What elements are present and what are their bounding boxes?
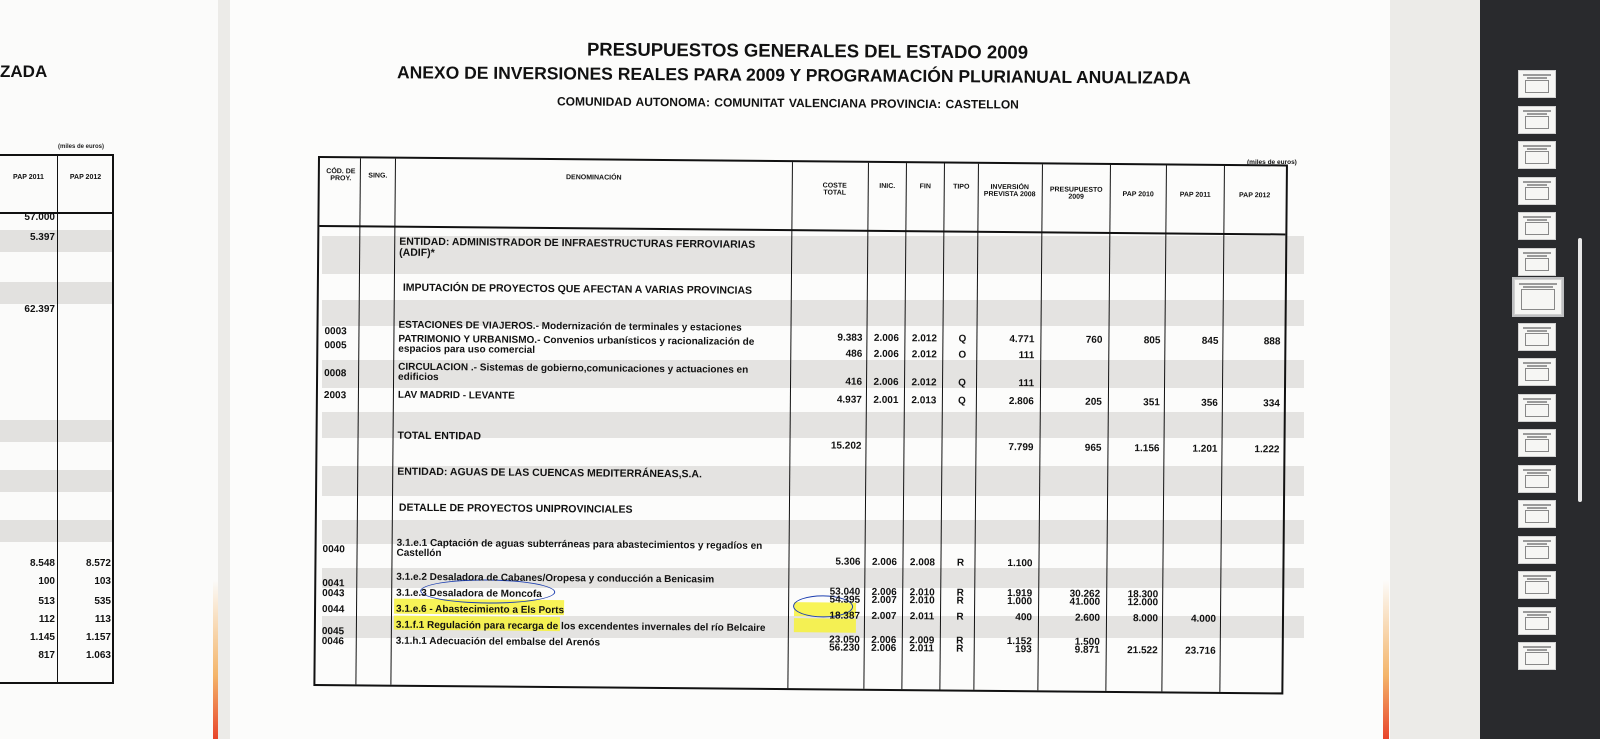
cell-coste: 9.383 bbox=[837, 332, 863, 344]
cell-fin: 2.011 bbox=[909, 643, 935, 655]
cell-inv: 111 bbox=[1018, 378, 1035, 390]
table-cell: 100 bbox=[38, 576, 55, 587]
header-fin: FIN bbox=[919, 183, 931, 191]
page-thumbnail[interactable] bbox=[1514, 279, 1562, 315]
cell-cod-proy: 0043 bbox=[322, 588, 345, 600]
cell-inic: 2.006 bbox=[871, 556, 898, 569]
column-divider bbox=[355, 158, 361, 684]
header-coste-total: COSTE TOTAL bbox=[822, 182, 847, 197]
cell-cod-proy: 2003 bbox=[323, 390, 347, 402]
cell-coste: 486 bbox=[845, 348, 863, 360]
cell-inv: 193 bbox=[1014, 644, 1032, 656]
cell-inic: 2.006 bbox=[871, 642, 897, 655]
page-thumbnail[interactable] bbox=[1518, 465, 1556, 493]
page-thumbnail[interactable] bbox=[1518, 358, 1556, 386]
sidebar-scrollbar[interactable] bbox=[1578, 238, 1582, 502]
cell-inic: 2.006 bbox=[873, 348, 899, 361]
page-thumbnail[interactable] bbox=[1518, 248, 1556, 276]
cell-coste: 54.395 bbox=[829, 594, 861, 606]
table-cell: 817 bbox=[38, 650, 55, 661]
table-cell: 103 bbox=[94, 576, 111, 587]
previous-page-table bbox=[0, 154, 114, 684]
page-thumbnail[interactable] bbox=[1518, 429, 1556, 457]
cell-denominacion: 3.1.h.1 Adecuación del embalse del Arenós bbox=[395, 635, 601, 649]
cell-inic: 2.006 bbox=[873, 332, 899, 345]
table-cell: 535 bbox=[94, 596, 111, 607]
cell-pres: 205 bbox=[1085, 396, 1102, 408]
cell-pres bbox=[1041, 558, 1101, 559]
cell-denominacion: LAV MADRID - LEVANTE bbox=[397, 389, 515, 402]
cell-pres bbox=[1042, 378, 1102, 379]
page-thumbnail[interactable] bbox=[1518, 106, 1556, 134]
cell-pres: 9.871 bbox=[1074, 644, 1100, 656]
page-thumbnail[interactable] bbox=[1518, 500, 1556, 528]
cell-inic: 2.007 bbox=[871, 594, 897, 607]
page-thumbnail[interactable] bbox=[1518, 642, 1556, 670]
header-divider bbox=[319, 225, 1285, 235]
header-denominacion: DENOMINACIÓN bbox=[565, 174, 622, 182]
table-cell: 113 bbox=[94, 614, 111, 625]
cell-fin: 2.010 bbox=[909, 595, 935, 607]
cell-cod-proy: 0041 bbox=[322, 578, 345, 590]
cell-inv: 400 bbox=[1015, 612, 1033, 624]
cell-tipo: R bbox=[956, 595, 964, 607]
cell-denominacion: 3.1.e.2 Desaladora de Cabanes/Oropesa y conducción a Benicasim bbox=[396, 571, 715, 586]
cell-denominacion: ESTACIONES DE VIAJEROS.- Modernización de terminales y estaciones bbox=[398, 319, 742, 334]
table-header bbox=[0, 156, 112, 214]
table-cell: 1.157 bbox=[85, 632, 111, 643]
cell-pres: 760 bbox=[1085, 334, 1103, 346]
cell-inic: 2.006 bbox=[871, 634, 897, 647]
page-thumbnail[interactable] bbox=[1518, 177, 1556, 205]
cell-p10: 351 bbox=[1143, 397, 1160, 409]
cell-p12: 334 bbox=[1263, 398, 1280, 410]
cell-fin: 2.012 bbox=[911, 377, 937, 389]
cell-tipo: Q bbox=[957, 395, 966, 407]
cell-tipo: Q bbox=[958, 377, 966, 389]
previous-page bbox=[0, 0, 218, 739]
cell-fin: 2.011 bbox=[909, 611, 935, 623]
section-entidad-aguas: ENTIDAD: AGUAS DE LAS CUENCAS MEDITERRÁNEAS,S.A. bbox=[397, 465, 703, 481]
cell-inic: 2.006 bbox=[873, 376, 899, 389]
cell-coste: 23.050 bbox=[829, 634, 860, 646]
cell-cod-proy: 0008 bbox=[324, 368, 347, 380]
table-cell: 513 bbox=[38, 596, 55, 607]
cell-inv: 1.919 bbox=[1007, 588, 1033, 600]
page-thumbnail[interactable] bbox=[1518, 571, 1556, 599]
cell-denominacion: CIRCULACION .- Sistemas de gobierno,comunicaciones y actuaciones en edificios bbox=[398, 361, 749, 384]
header-pap-2011: PAP 2011 bbox=[1179, 191, 1211, 199]
cell-p10: 8.000 bbox=[1132, 613, 1159, 625]
cell-inic: 2.007 bbox=[871, 610, 897, 623]
header-pap-2010: PAP 2010 bbox=[1122, 191, 1154, 199]
section-entidad-adif: ENTIDAD: ADMINISTRADOR DE INFRAESTRUCTURAS FERROVIARIAS (ADIF)* bbox=[399, 235, 756, 260]
cell-inic: 2.001 bbox=[873, 394, 899, 407]
page-edge-gradient bbox=[1383, 580, 1389, 739]
page-thumbnail-sidebar[interactable] bbox=[1480, 0, 1600, 739]
cell-coste: 416 bbox=[845, 376, 863, 388]
previous-page-units: (miles de euros) bbox=[58, 144, 105, 150]
page-thumbnail[interactable] bbox=[1518, 536, 1556, 564]
page-thumbnail[interactable] bbox=[1518, 607, 1556, 635]
cell-coste: 5.306 bbox=[835, 556, 861, 568]
cell-cod-proy: 0044 bbox=[321, 604, 345, 616]
cell-p10: 12.000 bbox=[1127, 597, 1159, 609]
cell-pres: 1.500 bbox=[1074, 636, 1100, 648]
cell-p10: 1.156 bbox=[1134, 443, 1160, 455]
cell-tipo: R bbox=[956, 643, 964, 655]
table-cell: 8.548 bbox=[29, 558, 55, 569]
section-total-entidad: TOTAL ENTIDAD bbox=[397, 429, 482, 443]
cell-cod-proy: 0045 bbox=[321, 626, 345, 638]
cell-tipo: R bbox=[956, 557, 965, 569]
cell-pres: 2.600 bbox=[1074, 612, 1101, 624]
cell-coste: 4.937 bbox=[836, 394, 862, 406]
cell-fin: 2.009 bbox=[909, 635, 935, 647]
table-cell: 8.572 bbox=[85, 558, 111, 569]
cell-p10: 21.522 bbox=[1127, 645, 1158, 657]
cell-fin: 2.012 bbox=[911, 349, 937, 361]
document-page bbox=[230, 0, 1390, 739]
page-thumbnail[interactable] bbox=[1518, 70, 1556, 98]
table-cell: 62.397 bbox=[24, 304, 55, 315]
document-title: PRESUPUESTOS GENERALES DEL ESTADO 2009 bbox=[586, 38, 1029, 63]
cell-fin: 2.008 bbox=[909, 557, 936, 569]
cell-p11: 23.716 bbox=[1185, 645, 1216, 657]
page-edge-gradient bbox=[213, 580, 218, 739]
column-divider bbox=[939, 163, 945, 689]
cell-cod-proy: 0040 bbox=[322, 544, 345, 556]
cell-p11: 356 bbox=[1201, 397, 1218, 409]
cell-inv: 1.152 bbox=[1006, 636, 1032, 648]
page-thumbnail[interactable] bbox=[1518, 394, 1556, 422]
cell-denominacion: 3.1.f.1 Regulación para recarga de los excendentes invernales del río Belcaire bbox=[395, 619, 766, 634]
header-cod-proy: CÓD. DE PROY. bbox=[326, 168, 356, 183]
cell-fin: 2.012 bbox=[911, 333, 937, 345]
cell-p11: 4.000 bbox=[1190, 613, 1217, 625]
section-imputacion: IMPUTACIÓN DE PROYECTOS QUE AFECTAN A VARIAS PROVINCIAS bbox=[402, 281, 753, 297]
cell-tipo: O bbox=[958, 349, 967, 361]
cell-p11: 1.201 bbox=[1192, 443, 1218, 455]
cell-coste: 53.040 bbox=[829, 586, 861, 598]
cell-p12: 1.222 bbox=[1254, 444, 1280, 456]
header-inic: INIC. bbox=[879, 182, 896, 191]
cell-pres: 30.262 bbox=[1069, 588, 1101, 600]
cell-pres: 41.000 bbox=[1069, 596, 1101, 608]
header-sing: SING. bbox=[368, 172, 388, 180]
community-province-line: COMUNIDAD AUTONOMA: COMUNITAT VALENCIANA PROVINCIA: CASTELLON bbox=[556, 94, 1019, 112]
investment-table bbox=[313, 156, 1288, 694]
cell-cod-proy: 0046 bbox=[321, 636, 345, 648]
cell-tipo: R bbox=[956, 587, 964, 599]
cell-coste: 56.230 bbox=[829, 642, 860, 654]
cell-inv: 2.806 bbox=[1008, 396, 1034, 408]
cell-cod-proy: 0003 bbox=[324, 326, 347, 338]
header-tipo: TIPO bbox=[953, 183, 970, 191]
header-inversion-prevista: INVERSIÓN PREVISTA 2008 bbox=[983, 183, 1036, 199]
cell-tipo: R bbox=[956, 611, 964, 623]
header-presupuesto-2009: PRESUPUESTO 2009 bbox=[1049, 186, 1103, 201]
document-subtitle: ANEXO DE INVERSIONES REALES PARA 2009 Y PROGRAMACIÓN PLURIANUAL ANUALIZADA bbox=[396, 62, 1191, 88]
cell-inv: 111 bbox=[1018, 350, 1035, 362]
cell-cod-proy: 0005 bbox=[324, 340, 347, 352]
cell-inv: 1.000 bbox=[1007, 596, 1033, 608]
cell-coste: 18.387 bbox=[829, 610, 861, 622]
table-cell: 1.145 bbox=[29, 632, 55, 643]
section-detalle-uniprovinciales: DETALLE DE PROYECTOS UNIPROVINCIALES bbox=[398, 501, 633, 516]
table-cell: 5.397 bbox=[29, 232, 55, 243]
cell-denominacion: 3.1.e.3 Desaladora de Moncofa bbox=[396, 587, 542, 600]
table-cell: 1.063 bbox=[85, 650, 111, 661]
cell-denominacion: 3.1.e.1 Captación de aguas subterráneas para abastecimientos y regadíos en Castellón bbox=[396, 537, 763, 560]
cell-tipo: R bbox=[956, 635, 964, 647]
previous-page-title: ZADA bbox=[0, 62, 48, 81]
table-cell: 57.000 bbox=[24, 212, 55, 223]
cell-pres: 965 bbox=[1084, 442, 1102, 454]
cell-pres bbox=[1042, 350, 1102, 351]
cell-p12: 888 bbox=[1263, 336, 1281, 348]
column-divider bbox=[1219, 166, 1225, 692]
cell-denominacion: 3.1.e.6 - Abastecimiento a Els Ports bbox=[396, 603, 565, 617]
cell-inic: 2.006 bbox=[871, 586, 897, 599]
cell-p11: 845 bbox=[1201, 335, 1219, 347]
cell-inv: 7.799 bbox=[1008, 442, 1034, 454]
page-thumbnail[interactable] bbox=[1518, 141, 1556, 169]
header-pap-2012: PAP 2012 bbox=[1239, 192, 1271, 200]
cell-denominacion: PATRIMONIO Y URBANISMO.- Convenios urbanísticos y racionalización de espacios para uso comercial bbox=[398, 333, 755, 356]
header-pap-2012: PAP 2012 bbox=[69, 174, 102, 181]
cell-fin: 2.010 bbox=[909, 587, 935, 599]
cell-fin: 2.013 bbox=[911, 395, 937, 407]
cell-inv: 1.100 bbox=[1007, 558, 1033, 570]
units-label: (miles de euros) bbox=[1247, 159, 1297, 166]
cell-tipo: Q bbox=[958, 333, 967, 345]
table-cell: 112 bbox=[38, 614, 55, 625]
cell-p10: 805 bbox=[1143, 335, 1161, 347]
header-pap-2011: PAP 2011 bbox=[13, 174, 44, 181]
page-thumbnail[interactable] bbox=[1518, 323, 1556, 351]
cell-coste: 15.202 bbox=[830, 440, 862, 452]
page-thumbnail[interactable] bbox=[1518, 212, 1556, 240]
cell-p10: 18.300 bbox=[1127, 589, 1159, 601]
cell-inv: 4.771 bbox=[1009, 334, 1035, 346]
